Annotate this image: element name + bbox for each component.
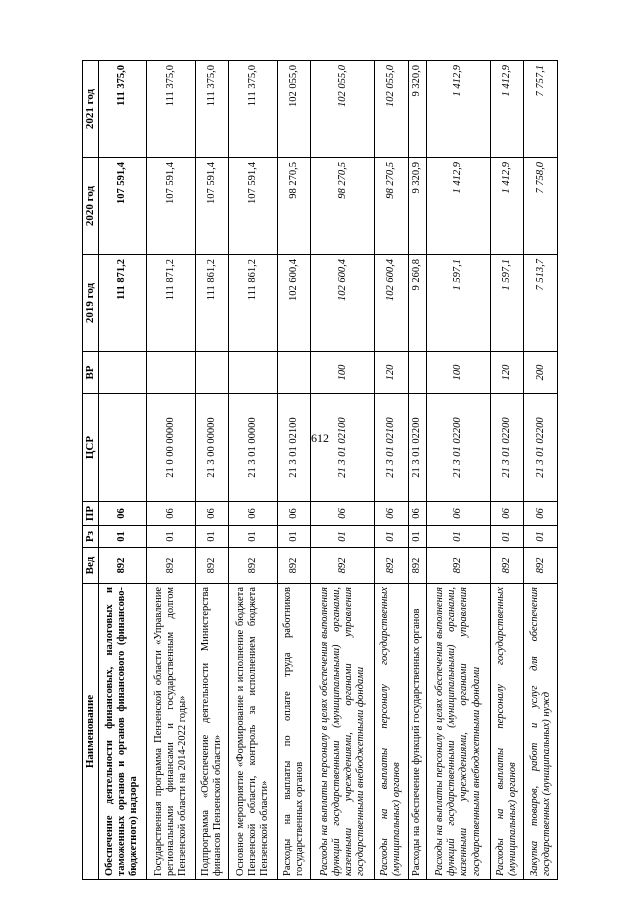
table-row [490, 61, 524, 880]
cell-pr: 06 [98, 502, 147, 526]
cell-pr: 06 [195, 502, 229, 526]
cell-name: Обеспечение деятельности финансовых, налоговых и таможенных органов и органов финансового (финансово-бюджетного) надзора [98, 584, 147, 880]
table-row [427, 61, 490, 880]
cell-2020: 1 412,9 [490, 158, 524, 255]
cell-rz: 01 [311, 526, 374, 548]
cell-vr: 100 [311, 352, 374, 394]
budget-table [82, 60, 558, 880]
cell-2019: 9 260,8 [408, 255, 427, 352]
cell-ved: 892 [147, 548, 196, 584]
header-csr: ЦСР [83, 394, 99, 502]
table-row [98, 61, 147, 880]
cell-pr: 06 [490, 502, 524, 526]
cell-vr [195, 352, 229, 394]
cell-2019: 111 861,2 [195, 255, 229, 352]
header-2019: 2019 год [83, 255, 99, 352]
cell-rz: 01 [408, 526, 427, 548]
cell-2020: 98 270,5 [277, 158, 311, 255]
cell-pr: 06 [427, 502, 490, 526]
cell-2020: 107 591,4 [229, 158, 278, 255]
cell-2021: 111 375,0 [147, 61, 196, 158]
cell-ved: 892 [524, 548, 558, 584]
cell-2019: 102 600,4 [374, 255, 408, 352]
cell-2021: 102 055,0 [311, 61, 374, 158]
table-row [408, 61, 427, 880]
cell-pr: 06 [374, 502, 408, 526]
cell-2019: 111 871,2 [98, 255, 147, 352]
table-row [374, 61, 408, 880]
cell-pr: 06 [524, 502, 558, 526]
cell-name: Расходы на выплаты персоналу государственных (муниципальных) органов [490, 584, 524, 880]
cell-ved: 892 [311, 548, 374, 584]
cell-ved: 892 [98, 548, 147, 584]
cell-2020: 107 591,4 [98, 158, 147, 255]
table-row [311, 61, 374, 880]
cell-rz: 01 [229, 526, 278, 548]
cell-vr [229, 352, 278, 394]
cell-2021: 111 375,0 [195, 61, 229, 158]
header-pr: ПР [83, 502, 99, 526]
cell-name: Государственная программа Пензенской области «Управление региональными финансами и государственным долгом Пензенской области на 2014-2022 годы» [147, 584, 196, 880]
cell-pr: 06 [229, 502, 278, 526]
cell-csr: 21 3 01 02200 [524, 394, 558, 502]
cell-rz: 01 [98, 526, 147, 548]
cell-name: Расходы на выплаты персоналу в целях обеспечения выполнения функций государственными (муниципальными) органами, казенными учреждениями, органами управления государственными внебюджетными фондами [311, 584, 374, 880]
cell-ved: 892 [427, 548, 490, 584]
cell-2021: 102 055,0 [374, 61, 408, 158]
cell-ved: 892 [374, 548, 408, 584]
cell-vr [277, 352, 311, 394]
cell-vr [147, 352, 196, 394]
cell-2019: 1 597,1 [490, 255, 524, 352]
cell-2020: 7 758,0 [524, 158, 558, 255]
cell-name: Закупка товаров, работ и услуг для обеспечения государственных (муниципальных) нужд [524, 584, 558, 880]
cell-2019: 7 513,7 [524, 255, 558, 352]
cell-name: Расходы на выплаты персоналу в целях обеспечения выполнения функций государственными (муниципальными) органами, казенными учреждениями, органами управления государственными внебюджетными фондами [427, 584, 490, 880]
cell-vr [408, 352, 427, 394]
cell-csr: 21 3 01 02100 [277, 394, 311, 502]
cell-csr: 21 3 01 02200 [427, 394, 490, 502]
cell-ved: 892 [408, 548, 427, 584]
cell-2019: 111 861,2 [229, 255, 278, 352]
cell-name: Расходы на выплаты персоналу государственных (муниципальных) органов [374, 584, 408, 880]
cell-rz: 01 [374, 526, 408, 548]
cell-rz: 01 [490, 526, 524, 548]
cell-name: Основное мероприятие «Формирование и исполнение бюджета Пензенской области, контроль за исполнением бюджета Пензенской области» [229, 584, 278, 880]
cell-ved: 892 [195, 548, 229, 584]
cell-csr: 21 3 01 00000 [229, 394, 278, 502]
cell-ved: 892 [229, 548, 278, 584]
cell-rz: 01 [195, 526, 229, 548]
header-2021: 2021 год [83, 61, 99, 158]
table-header-row [83, 61, 99, 880]
header-vr: ВР [83, 352, 99, 394]
cell-csr: 21 3 00 00000 [195, 394, 229, 502]
cell-2020: 107 591,4 [147, 158, 196, 255]
table-row [524, 61, 558, 880]
cell-2020: 1 412,9 [427, 158, 490, 255]
header-2020: 2020 год [83, 158, 99, 255]
cell-csr: 21 3 01 02100 [374, 394, 408, 502]
cell-2020: 107 591,4 [195, 158, 229, 255]
cell-csr: 21 3 01 02200 [490, 394, 524, 502]
cell-2020: 98 270,5 [311, 158, 374, 255]
cell-vr: 200 [524, 352, 558, 394]
cell-2021: 111 375,0 [98, 61, 147, 158]
cell-vr: 120 [490, 352, 524, 394]
cell-name: Расходы на обеспечение функций государственных органов [408, 584, 427, 880]
cell-rz: 01 [524, 526, 558, 548]
cell-pr: 06 [147, 502, 196, 526]
cell-csr: 21 3 01 02100 [311, 394, 374, 502]
cell-ved: 892 [277, 548, 311, 584]
cell-csr: 21 3 01 02200 [408, 394, 427, 502]
cell-name: Расходы на выплаты по оплате труда работников государственных органов [277, 584, 311, 880]
cell-csr [98, 394, 147, 502]
header-name: Наименование [83, 584, 99, 880]
header-rz: Рз [83, 526, 99, 548]
cell-2021: 102 055,0 [277, 61, 311, 158]
cell-2020: 98 270,5 [374, 158, 408, 255]
cell-rz: 01 [427, 526, 490, 548]
cell-2021: 111 375,0 [229, 61, 278, 158]
cell-rz: 01 [277, 526, 311, 548]
cell-ved: 892 [490, 548, 524, 584]
cell-2019: 102 600,4 [277, 255, 311, 352]
cell-pr: 06 [277, 502, 311, 526]
cell-name: Подпрограмма «Обеспечение деятельности Министерства финансов Пензенской области» [195, 584, 229, 880]
cell-2021: 1 412,9 [490, 61, 524, 158]
cell-vr: 120 [374, 352, 408, 394]
cell-2019: 102 600,4 [311, 255, 374, 352]
cell-pr: 06 [311, 502, 374, 526]
cell-rz: 01 [147, 526, 196, 548]
page-number: 612 [311, 431, 329, 445]
cell-2019: 1 597,1 [427, 255, 490, 352]
cell-2019: 111 871,2 [147, 255, 196, 352]
cell-pr: 06 [408, 502, 427, 526]
table-row [229, 61, 278, 880]
budget-table-container [82, 60, 558, 880]
cell-2021: 1 412,9 [427, 61, 490, 158]
cell-2021: 7 757,1 [524, 61, 558, 158]
header-ved: Вед [83, 548, 99, 584]
cell-vr: 100 [427, 352, 490, 394]
table-row [277, 61, 311, 880]
cell-csr: 21 0 00 00000 [147, 394, 196, 502]
cell-2021: 9 320,0 [408, 61, 427, 158]
cell-2020: 9 320,9 [408, 158, 427, 255]
table-row [195, 61, 229, 880]
table-body [98, 61, 557, 880]
cell-vr [98, 352, 147, 394]
table-row [147, 61, 196, 880]
